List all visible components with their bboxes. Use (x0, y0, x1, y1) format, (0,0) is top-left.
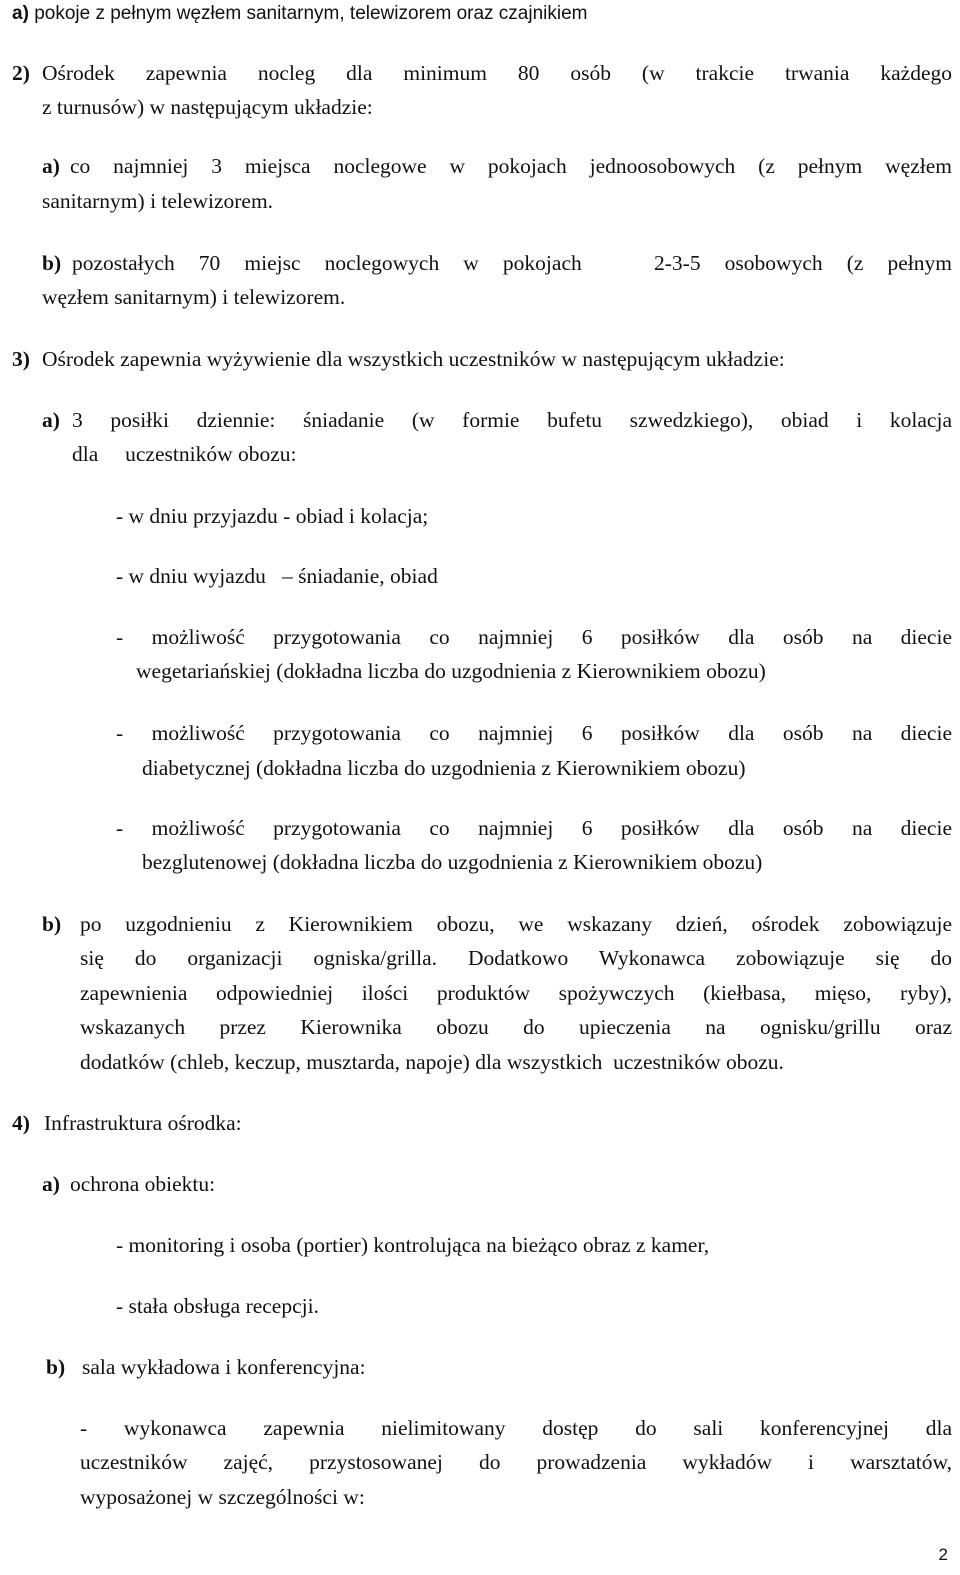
item-label: a) (42, 154, 60, 178)
section-2-number: 2) (12, 61, 30, 85)
item-label: a) (42, 408, 60, 432)
item-label: a) (12, 3, 29, 24)
section-4-text: Infrastruktura ośrodka: (44, 1111, 242, 1135)
item-text-line: wyposażonej w szczególności w: (80, 1485, 365, 1509)
section-3-number: 3) (12, 347, 30, 371)
item-text-line: po uzgodnieniu z Kierownikiem obozu, we wskazany dzień, ośrodek zobowiązuje (80, 912, 952, 936)
item-text-line: 3 posiłki dziennie: śniadanie (w formie bufetu szwedzkiego), obiad i kolacja (72, 408, 952, 432)
page-number: 2 (938, 1545, 948, 1564)
bullet-item-line: diabetycznej (dokładna liczba do uzgodnienia z Kierownikiem obozu) (142, 756, 746, 780)
item-text-line: pozostałych 70 miejsc noclegowych w pokojach 2-3-5 osobowych (z pełnym (72, 251, 952, 275)
bullet-item: - stała obsługa recepcji. (116, 1294, 319, 1318)
item-text-line: uczestników zajęć, przystosowanej do prowadzenia wykładów i warsztatów, (80, 1450, 952, 1474)
bullet-item: - w dniu przyjazdu - obiad i kolacja; (116, 504, 429, 528)
bullet-item-line: - możliwość przygotowania co najmniej 6 posiłków dla osób na diecie (116, 625, 952, 649)
item-label: b) (42, 912, 62, 936)
bullet-item: - monitoring i osoba (portier) kontrolująca na bieżąco obraz z kamer, (116, 1233, 710, 1257)
item-text: sala wykładowa i konferencyjna: (82, 1355, 366, 1379)
list-item (12, 0, 588, 28)
section-4-number: 4) (12, 1111, 30, 1135)
item-text: ochrona obiektu: (70, 1172, 216, 1196)
bullet-item: - w dniu wyjazdu – śniadanie, obiad (116, 564, 438, 588)
bullet-item-line: - możliwość przygotowania co najmniej 6 posiłków dla osób na diecie (116, 721, 952, 745)
item-text-line: dodatków (chleb, keczup, musztarda, napoje) dla wszystkich uczestników obozu. (80, 1050, 784, 1074)
item-text-line: węzłem sanitarnym) i telewizorem. (42, 285, 346, 309)
item-text-line: sanitarnym) i telewizorem. (42, 189, 274, 213)
item-label: b) (46, 1355, 66, 1379)
item-text-line: wskazanych przez Kierownika obozu do upieczenia na ognisku/grillu oraz (80, 1015, 952, 1039)
section-2-text-line: z turnusów) w następującym układzie: (42, 95, 373, 119)
item-text-line: zapewnienia odpowiedniej ilości produktów spożywczych (kiełbasa, mięso, ryby), (80, 981, 952, 1005)
item-text-line: - wykonawca zapewnia nielimitowany dostęp do sali konferencyjnej dla (80, 1416, 952, 1440)
bullet-item-line: - możliwość przygotowania co najmniej 6 posiłków dla osób na diecie (116, 816, 952, 840)
item-text-line: co najmniej 3 miejsca noclegowe w pokojach jednoosobowych (z pełnym węzłem (70, 154, 952, 178)
item-text-line: się do organizacji ogniska/grilla. Dodatkowo Wykonawca zobowiązuje się do (80, 946, 952, 970)
item-text: pokoje z pełnym węzłem sanitarnym, telewizorem oraz czajnikiem (34, 3, 588, 24)
section-3-text: Ośrodek zapewnia wyżywienie dla wszystkich uczestników w następującym układzie: (42, 347, 785, 371)
bullet-item-line: wegetariańskiej (dokładna liczba do uzgodnienia z Kierownikiem obozu) (136, 659, 766, 683)
section-2-text-line: Ośrodek zapewnia nocleg dla minimum 80 osób (w trakcie trwania każdego (42, 61, 952, 85)
item-text-line: dla uczestników obozu: (72, 442, 297, 466)
item-label: b) (42, 251, 62, 275)
bullet-item-line: bezglutenowej (dokładna liczba do uzgodnienia z Kierownikiem obozu) (142, 850, 763, 874)
item-label: a) (42, 1172, 60, 1196)
